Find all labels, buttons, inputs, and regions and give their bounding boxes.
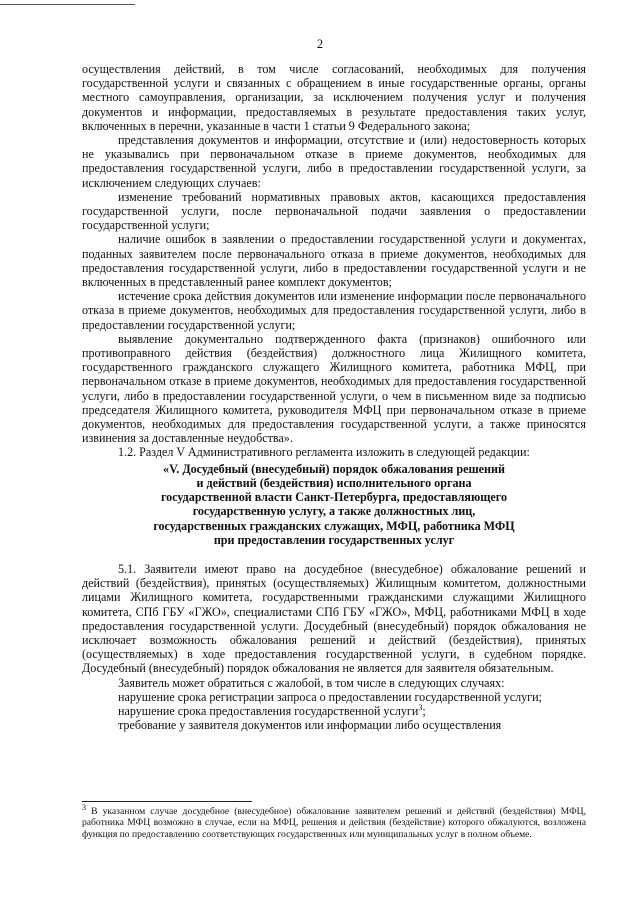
paragraph: выявление документально подтвержденного факта (признаков) ошибочного или противоправного действия (бездействия) должностного лица Жилищного комитета, государственного гражданского служащего Жилищного комитета, работника МФЦ, при первоначальном отказе в приеме документов, необходимых для предоставления государственной услуги, либо в предоставлении государственной услуги, о чем в письменном виде за подписью председателя Жилищного комитета, руководителя МФЦ при первоначальном отказе в приеме документов, необходимых для предоставления государственной услуги, а также приносятся извинения за доставленные неудобства». (82, 331, 586, 446)
paragraph: нарушение срока регистрации запроса о предоставлении государственной услуги; (118, 689, 542, 704)
heading-line: государственную услугу, а также должностных лиц, (192, 504, 476, 519)
footnote-rule (82, 801, 252, 802)
footnote (82, 802, 586, 840)
paragraph: Заявитель может обратиться с жалобой, в том числе в следующих случаях: (118, 675, 505, 690)
heading-line: государственной власти Санкт-Петербурга, предоставляющего (160, 490, 508, 505)
paragraph: истечение срока действия документов или изменение информации после первоначального отказа в приеме документов, необходимых для предоставления государственной услуги, либо в предоставлении государственной услуги; (82, 289, 586, 332)
section-heading (82, 462, 586, 547)
document-body (82, 62, 586, 732)
heading-line: государственных гражданских служащих, МФЦ, работника МФЦ (153, 518, 515, 533)
page-number: 2 (316, 37, 324, 51)
paragraph-tail: ; (422, 703, 426, 718)
heading-line: при предоставлении государственных услуг (213, 532, 455, 547)
heading-line: «V. Досудебный (внесудебный) порядок обжалования решений (163, 461, 505, 476)
paragraph: 5.1. Заявители имеют право на досудебное (внесудебное) обжалование решений и действий (бездействия), принятых (осуществляемых) Жилищным комитетом, должностными лицами Жилищного комитета, государственными гражданскими служащими Жилищного комитета, СПб ГБУ «ГЖО», специалистами СПб ГБУ «ГЖО», МФЦ, работниками МФЦ в ходе предоставления государственной услуги. Досудебный (внесудебный) порядок обжалования не исключает возможность обжалования решений и действий (бездействия), принятых (осуществляемых) в ходе предоставления государственной услуги, в судебном порядке. Досудебный (внесудебный) порядок обжалования не является для заявителя обязательным. (82, 561, 586, 676)
paragraph: требование у заявителя документов или информации либо осуществления (118, 718, 502, 733)
spacer (82, 547, 586, 562)
footnote-reference: 3 (418, 702, 423, 712)
paragraph (82, 704, 586, 718)
paragraph: осуществления действий, в том числе согласований, необходимых для получения государственной услуги и связанных с обращением в иные государственные органы, органы местного самоуправления, организации, за исключением получения услуг и получения документов и информации, предоставляемых в результате предоставления таких услуг, включенных в перечни, указанные в части 1 статьи 9 Федерального закона; (82, 62, 586, 133)
paragraph-text: нарушение срока предоставления государственной услуги (118, 703, 419, 718)
footnote-marker: 3 (82, 802, 86, 812)
footnote-text: В указанном случае досудебное (внесудебное) обжалование заявителем решений и действий (бездействия) МФЦ, работника МФЦ возможно в случае, если на МФЦ, решения и действия (бездействие) которого обжалуются, возложена функция по предоставлению соответствующих государственных или муниципальных услуг в полном объеме. (82, 806, 586, 840)
paragraph: 1.2. Раздел V Административного регламента изложить в следующей редакции: (118, 445, 530, 460)
paragraph: изменение требований нормативных правовых актов, касающихся предоставления государственной услуги, после первоначальной подачи заявления о предоставлении государственной услуги; (82, 189, 586, 233)
paragraph: представления документов и информации, отсутствие и (или) недостоверность которых не указывались при первоначальном отказе в приеме документов, необходимых для предоставления государственной услуги, либо в предоставлении государственной услуги, за исключением следующих случаев: (82, 133, 586, 190)
top-rule (0, 4, 135, 5)
paragraph: наличие ошибок в заявлении о предоставлении государственной услуги и документах, поданных заявителем после первоначального отказа в приеме документов, необходимых для предоставления государственной услуги, либо в предоставлении государственной услуги и не включенных в представленный ранее комплект документов; (82, 232, 586, 290)
heading-line: и действий (бездействия) исполнительного органа (196, 475, 472, 490)
